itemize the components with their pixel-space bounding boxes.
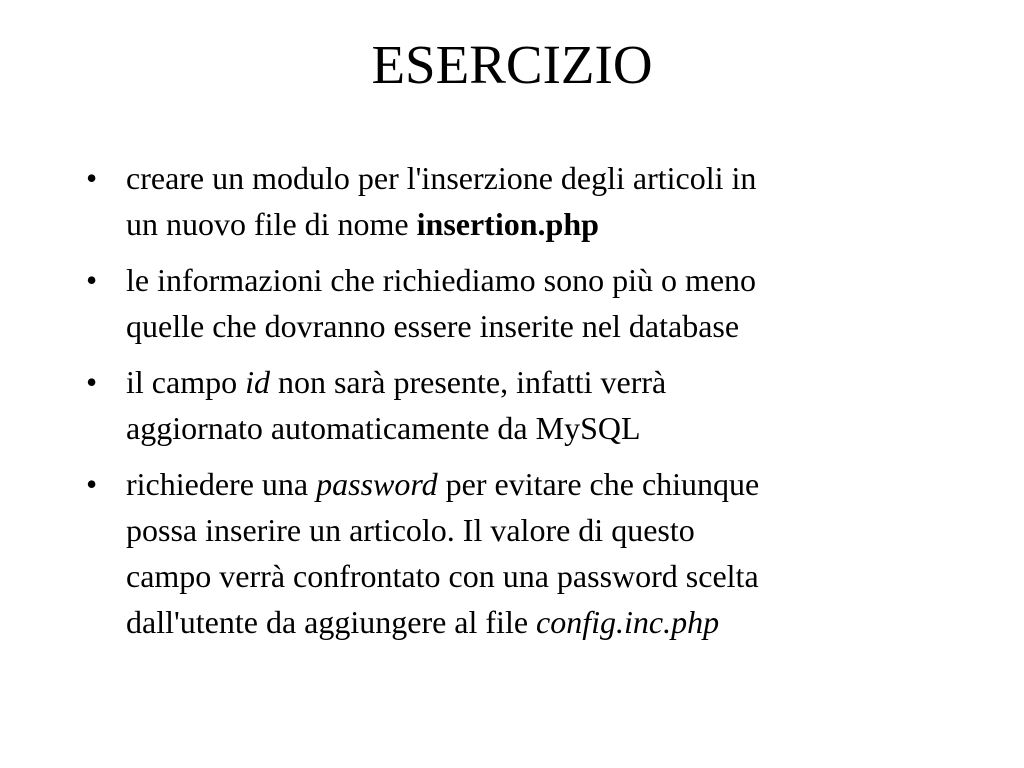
- bullet-text-line: quelle che dovranno essere inserite nel database: [126, 308, 740, 344]
- bullet-text-line: richiedere una: [126, 466, 317, 502]
- bullet-item-new-form: [86, 155, 946, 247]
- bullet-text-line: aggiornato automaticamente da MySQL: [126, 410, 641, 446]
- bullet-icon: •: [86, 466, 98, 502]
- bullet-text-line: creare un modulo per l'inserzione degli articoli in: [126, 160, 757, 196]
- bullet-text-line: le informazioni che richiediamo sono più o meno: [126, 262, 757, 298]
- bullet-text-line: non sarà presente, infatti verrà: [269, 364, 667, 400]
- bullet-text-line: il campo: [126, 364, 246, 400]
- bullet-icon: •: [86, 262, 98, 298]
- bullet-text-line: campo verrà confrontato con una password scelta: [126, 558, 759, 594]
- bullet-text-line: per evitare che chiunque: [437, 466, 760, 502]
- bullet-icon: •: [86, 364, 98, 400]
- bullet-text-line: un nuovo file di nome: [126, 206, 417, 242]
- bullet-text-line: dall'utente da aggiungere al file: [126, 604, 537, 640]
- config-file-italic: config.inc.php: [536, 604, 720, 640]
- bullet-text-line: possa inserire un articolo. Il valore di questo: [126, 512, 695, 548]
- filename-bold: insertion.php: [416, 206, 599, 242]
- bullet-item-password: [86, 461, 946, 645]
- bullet-icon: •: [86, 160, 98, 196]
- bullet-list: [86, 155, 946, 655]
- slide-title: ESERCIZIO: [371, 34, 653, 95]
- field-name-italic: id: [245, 364, 270, 400]
- bullet-item-information: [86, 257, 946, 349]
- bullet-item-id-field: [86, 359, 946, 451]
- password-italic: password: [316, 466, 438, 502]
